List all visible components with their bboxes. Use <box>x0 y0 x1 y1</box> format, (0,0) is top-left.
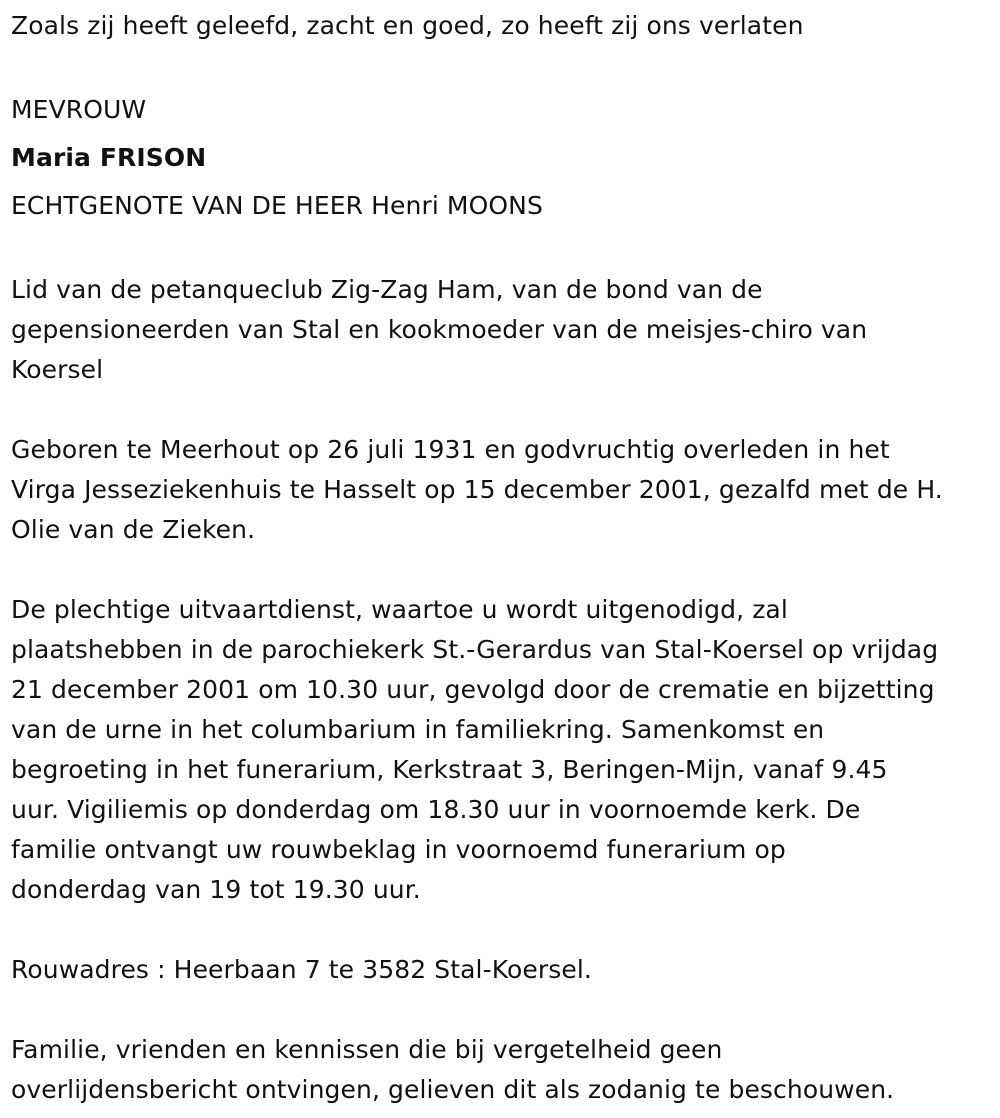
paragraph-line: De plechtige uitvaartdienst, waartoe u wordt uitgenodigd, zal <box>11 595 788 624</box>
paragraph-line: Familie, vrienden en kennissen die bij vergetelheid geen <box>11 1035 723 1064</box>
paragraph-line: Geboren te Meerhout op 26 juli 1931 en godvruchtig overleden in het <box>11 435 890 464</box>
spacer <box>11 390 991 430</box>
funeral-paragraph <box>11 590 991 910</box>
paragraph-line: 21 december 2001 om 10.30 uur, gevolgd door de crematie en bijzetting <box>11 675 935 704</box>
paragraph-line: Virga Jesseziekenhuis te Hasselt op 15 december 2001, gezalfd met de H. <box>11 475 943 504</box>
motto: Zoals zij heeft geleefd, zacht en goed, zo heeft zij ons verlaten <box>11 11 804 40</box>
paragraph-line: van de urne in het columbarium in familiekring. Samenkomst en <box>11 715 825 744</box>
obituary-document <box>11 6 991 1110</box>
mourning-address: Rouwadres : Heerbaan 7 te 3582 Stal-Koersel. <box>11 955 592 984</box>
deceased-name: Maria FRISON <box>11 143 207 172</box>
paragraph-line: donderdag van 19 tot 19.30 uur. <box>11 875 421 904</box>
closing-paragraph <box>11 1030 991 1110</box>
paragraph-line: plaatshebben in de parochiekerk St.-Gerardus van Stal-Koersel op vrijdag <box>11 635 939 664</box>
spacer <box>11 550 991 590</box>
paragraph-line: Lid van de petanqueclub Zig-Zag Ham, van de bond van de <box>11 275 763 304</box>
spacer <box>11 46 991 86</box>
paragraph-line: begroeting in het funerarium, Kerkstraat 3, Beringen-Mijn, vanaf 9.45 <box>11 755 888 784</box>
spacer <box>11 990 991 1030</box>
membership-paragraph <box>11 270 991 390</box>
paragraph-line: gepensioneerden van Stal en kookmoeder van de meisjes-chiro van <box>11 315 868 344</box>
paragraph-line: overlijdensbericht ontvingen, gelieven dit als zodanig te beschouwen. <box>11 1075 895 1104</box>
birth-death-paragraph <box>11 430 991 550</box>
spouse-line: ECHTGENOTE VAN DE HEER Henri MOONS <box>11 191 543 220</box>
spacer <box>11 910 991 950</box>
spacer <box>11 230 991 270</box>
paragraph-line: Koersel <box>11 355 104 384</box>
paragraph-line: Olie van de Zieken. <box>11 515 256 544</box>
paragraph-line: familie ontvangt uw rouwbeklag in voornoemd funerarium op <box>11 835 786 864</box>
paragraph-line: uur. Vigiliemis op donderdag om 18.30 uur in voornoemde kerk. De <box>11 795 861 824</box>
title-line: MEVROUW <box>11 95 147 124</box>
